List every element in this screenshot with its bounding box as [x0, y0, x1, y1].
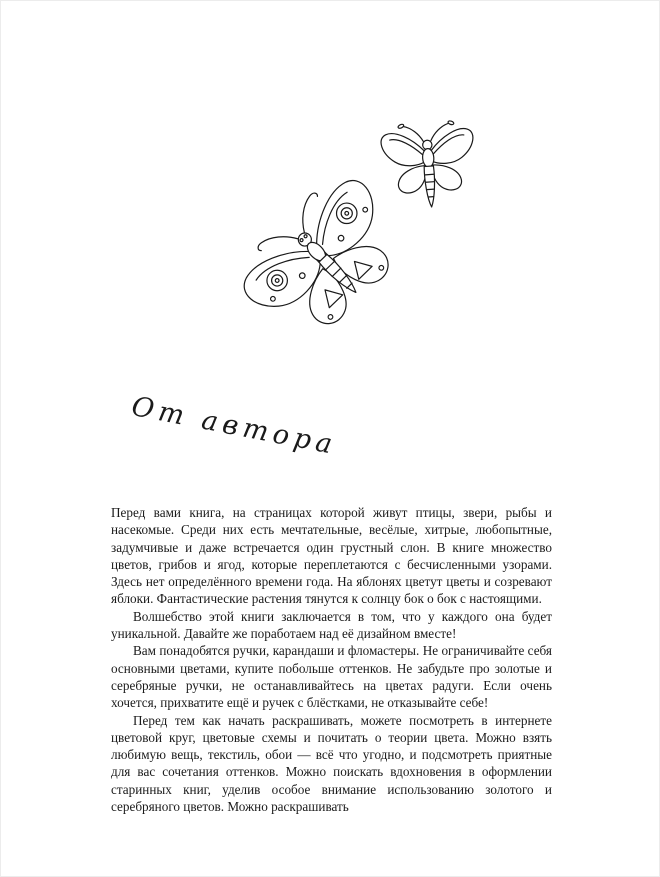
body-text-block [111, 504, 552, 815]
section-heading: От автора [129, 391, 340, 462]
paragraph: Перед вами книга, на страницах которой живут птицы, звери, рыбы и насекомые. Среди них есть мечтательные, весёлые, хитрые, любопытные, задумчивые и даже встречается один грустный слон. В книге множество цветов, грибов и ягод, которые переплетаются с бесчисленными узорами. Здесь нет определённого времени года. На яблонях цветут цветы и созревают яблоки. Фантастические растения тянутся к солнцу бок о бок с настоящими. [111, 505, 552, 607]
paragraph: Перед тем как начать раскрашивать, можете посмотреть в интернете цветовой круг, цветовые схемы и почитать о теории цвета. Можно взять любимую вещь, текстиль, обои — всё что угодно, и подсмотреть приятные для вас сочетания оттенков. Можно поискать вдохновения в оформлении старинных книг, уделив особое внимание использованию золотого и серебряного цветов. Можно раскрашивать [111, 712, 552, 815]
paragraph: Волшебство этой книги заключается в том, что у каждого она будет уникальной. Давайте же поработаем над её дизайном вместе! [111, 608, 552, 642]
paragraph: Вам понадобятся ручки, карандаши и фломастеры. Не ограничивайте себя основными цветами, купите побольше оттенков. Не забудьте про золотые и серебряные ручки, не останавливайтесь на цветах радуги. Если очень хочется, прихватите ещё и ручек с блёстками, не отказывайте себе! [111, 643, 552, 711]
